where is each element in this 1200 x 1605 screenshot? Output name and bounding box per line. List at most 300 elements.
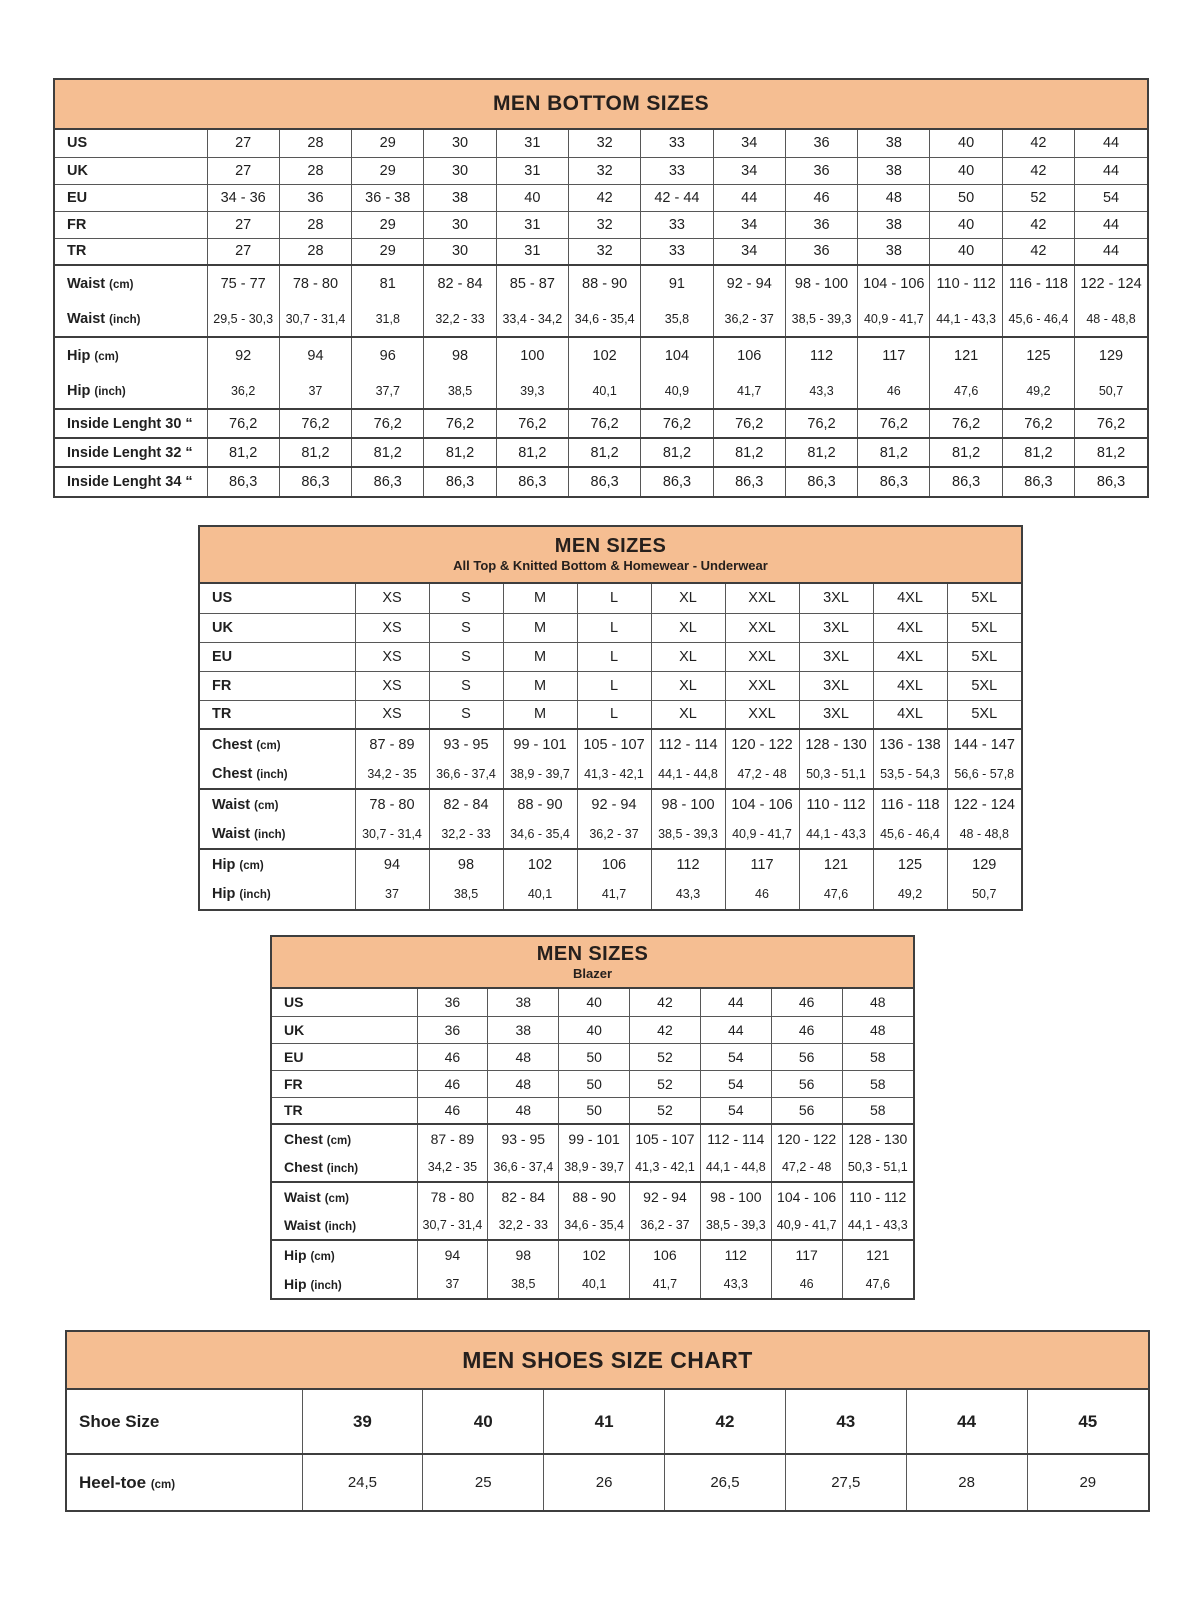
size-cell: S [429, 700, 503, 729]
size-cell: 27 [207, 130, 279, 157]
row-label: FR [212, 677, 232, 694]
table-row [55, 467, 1147, 496]
size-cell: 40,1 [503, 879, 577, 909]
row-label: Inside Lenght 30 “ [67, 415, 193, 432]
size-cell: 5XL [947, 613, 1021, 642]
row-unit: (cm) [310, 1251, 335, 1263]
size-cell: 92 - 94 [630, 1182, 701, 1211]
size-cell: 40 [496, 184, 568, 211]
size-cell: 78 - 80 [279, 265, 351, 301]
size-cell: 30,7 - 31,4 [279, 301, 351, 337]
size-cell: 40 [559, 1016, 630, 1043]
size-cell: 40,1 [568, 373, 640, 409]
size-cell: 42 [1002, 238, 1074, 265]
size-cell: 26 [544, 1454, 665, 1510]
size-cell: 112 - 114 [700, 1124, 771, 1153]
size-cell: 86,3 [207, 467, 279, 496]
size-cell: 42 [630, 989, 701, 1016]
row-label: EU [67, 189, 88, 206]
size-cell: 31 [496, 157, 568, 184]
size-cell: 85 - 87 [496, 265, 568, 301]
size-cell: 120 - 122 [725, 729, 799, 759]
row-unit: (inch) [324, 1221, 357, 1233]
size-cell: 40 [559, 989, 630, 1016]
size-cell: 34,2 - 35 [417, 1153, 488, 1182]
row-label-cell [272, 1070, 417, 1097]
size-cell: 52 [630, 1043, 701, 1070]
size-cell: 43,3 [651, 879, 725, 909]
size-cell: 41,3 - 42,1 [577, 759, 651, 789]
table-header [55, 80, 1147, 130]
size-cell: 76,2 [641, 409, 713, 438]
table-row [200, 700, 1021, 729]
table-row [200, 759, 1021, 789]
men-sizes-blazer-table [270, 935, 915, 1300]
size-cell: 112 - 114 [651, 729, 725, 759]
size-cell: 110 - 112 [799, 789, 873, 819]
table-row [55, 184, 1147, 211]
table-row [200, 584, 1021, 613]
size-cell: 37 [355, 879, 429, 909]
row-unit: (inch) [326, 1163, 359, 1175]
size-cell: 121 [930, 337, 1002, 373]
size-cell: 86,3 [496, 467, 568, 496]
size-cell: 37 [279, 373, 351, 409]
size-cell: 33 [641, 130, 713, 157]
size-cell: 3XL [799, 613, 873, 642]
size-cell: 54 [700, 1097, 771, 1124]
size-cell: 35,8 [641, 301, 713, 337]
size-cell: 29,5 - 30,3 [207, 301, 279, 337]
row-label: Hip [67, 382, 91, 399]
size-cell: 125 [873, 849, 947, 879]
table-row [272, 1124, 913, 1153]
size-cell: 50,7 [1075, 373, 1147, 409]
size-cell: 52 [630, 1097, 701, 1124]
row-label: US [67, 135, 88, 152]
table-row [55, 211, 1147, 238]
size-cell: 44 [1075, 130, 1147, 157]
size-cell: 4XL [873, 584, 947, 613]
row-label-cell [272, 1240, 417, 1269]
size-cell: 104 [641, 337, 713, 373]
size-cell: 99 - 101 [559, 1124, 630, 1153]
size-cell: 27,5 [785, 1454, 906, 1510]
size-cell: 50,3 - 51,1 [799, 759, 873, 789]
size-cell: L [577, 671, 651, 700]
size-cell: 100 [496, 337, 568, 373]
size-cell: 92 [207, 337, 279, 373]
size-cell: 76,2 [858, 409, 930, 438]
size-cell: L [577, 700, 651, 729]
size-cell: 36 [785, 157, 857, 184]
size-cell: 40 [423, 1390, 544, 1454]
size-cell: 30,7 - 31,4 [417, 1211, 488, 1240]
size-cell: 110 - 112 [842, 1182, 913, 1211]
size-cell: 36,2 - 37 [577, 819, 651, 849]
table-row [200, 789, 1021, 819]
table-row [200, 849, 1021, 879]
size-cell: 44 [713, 184, 785, 211]
size-cell: 38,5 [488, 1269, 559, 1298]
row-label: Chest [284, 1131, 323, 1147]
size-cell: XS [355, 642, 429, 671]
men-shoes-size-table [65, 1330, 1150, 1512]
row-label-cell [272, 1043, 417, 1070]
row-label: Waist [67, 310, 106, 327]
row-label-cell [200, 789, 355, 819]
row-label: Waist [67, 275, 106, 292]
size-cell: 88 - 90 [559, 1182, 630, 1211]
size-cell: 48 [488, 1043, 559, 1070]
size-cell: 117 [725, 849, 799, 879]
size-cell: 30 [424, 211, 496, 238]
row-label-cell [55, 211, 207, 238]
size-cell: 38 [858, 157, 930, 184]
row-label-cell [200, 700, 355, 729]
table-row [55, 337, 1147, 373]
size-cell: 36,2 - 37 [630, 1211, 701, 1240]
size-cell: 78 - 80 [417, 1182, 488, 1211]
size-cell: 29 [352, 211, 424, 238]
size-cell: 76,2 [713, 409, 785, 438]
size-cell: 88 - 90 [568, 265, 640, 301]
table-row [67, 1454, 1148, 1510]
size-cell: 76,2 [568, 409, 640, 438]
size-cell: 106 [713, 337, 785, 373]
row-label-cell [200, 642, 355, 671]
size-cell: 58 [842, 1043, 913, 1070]
row-label-cell [200, 819, 355, 849]
row-label: Hip [67, 347, 91, 364]
row-label-cell [55, 438, 207, 467]
row-label: Hip [284, 1247, 307, 1263]
size-cell: 36 [417, 1016, 488, 1043]
size-cell: 36 [785, 130, 857, 157]
size-cell: 25 [423, 1454, 544, 1510]
row-unit: (inch) [310, 1279, 342, 1292]
size-cell: 32,2 - 33 [488, 1211, 559, 1240]
table-title: MEN SIZES [536, 942, 649, 965]
size-cell: 4XL [873, 700, 947, 729]
size-cell: 40 [930, 130, 1002, 157]
size-cell: 48 [488, 1097, 559, 1124]
row-label-cell [200, 729, 355, 759]
row-label: Hip [212, 886, 236, 902]
size-cell: 34,6 - 35,4 [559, 1211, 630, 1240]
size-cell: 30 [424, 238, 496, 265]
table-header [272, 937, 913, 989]
size-cell: 28 [906, 1454, 1027, 1510]
size-cell: M [503, 700, 577, 729]
row-label-cell [272, 989, 417, 1016]
row-label: Waist [284, 1217, 321, 1233]
size-cell: 102 [568, 337, 640, 373]
row-unit: (cm) [239, 859, 264, 872]
size-cell: 75 - 77 [207, 265, 279, 301]
size-cell: 112 [651, 849, 725, 879]
size-cell: 42 [1002, 211, 1074, 238]
size-cell: 5XL [947, 584, 1021, 613]
size-cell: 46 [858, 373, 930, 409]
size-cell: 27 [207, 211, 279, 238]
size-cell: XS [355, 700, 429, 729]
size-cell: 102 [503, 849, 577, 879]
size-cell: 43 [785, 1390, 906, 1454]
table-row [272, 1240, 913, 1269]
size-cell: 40,9 - 41,7 [858, 301, 930, 337]
row-label: Heel-toe [79, 1472, 147, 1492]
size-cell: 46 [417, 1097, 488, 1124]
table-header [200, 527, 1021, 584]
size-cell: 144 - 147 [947, 729, 1021, 759]
size-cell: 116 - 118 [1002, 265, 1074, 301]
size-cell: 104 - 106 [858, 265, 930, 301]
size-cell: 82 - 84 [424, 265, 496, 301]
size-cell: 102 [559, 1240, 630, 1269]
table-row [272, 1070, 913, 1097]
size-cell: 41,7 [577, 879, 651, 909]
size-cell: 36 [785, 211, 857, 238]
size-cell: 42 [1002, 130, 1074, 157]
men-bottom-sizes-grid [55, 130, 1147, 496]
size-cell: 98 - 100 [785, 265, 857, 301]
row-label-cell [55, 373, 207, 409]
size-cell: XL [651, 700, 725, 729]
table-row [67, 1390, 1148, 1454]
size-cell: 92 - 94 [713, 265, 785, 301]
size-cell: 44,1 - 44,8 [700, 1153, 771, 1182]
row-label-cell [272, 1269, 417, 1298]
size-cell: 40,1 [559, 1269, 630, 1298]
size-cell: 40,9 - 41,7 [725, 819, 799, 849]
row-label-cell [272, 1016, 417, 1043]
size-cell: 33 [641, 238, 713, 265]
size-cell: S [429, 584, 503, 613]
size-cell: 86,3 [1002, 467, 1074, 496]
row-label: Inside Lenght 34 “ [67, 474, 193, 490]
men-bottom-sizes-table [53, 78, 1149, 498]
size-cell: 45,6 - 46,4 [1002, 301, 1074, 337]
table-row [200, 819, 1021, 849]
size-cell: 86,3 [641, 467, 713, 496]
size-cell: 128 - 130 [799, 729, 873, 759]
size-cell: 41,7 [713, 373, 785, 409]
size-cell: 112 [785, 337, 857, 373]
table-row [200, 671, 1021, 700]
size-cell: 31,8 [352, 301, 424, 337]
size-cell: 34 [713, 238, 785, 265]
row-label: Chest [284, 1159, 323, 1175]
row-label: Hip [212, 856, 236, 873]
size-cell: 129 [1075, 337, 1147, 373]
men-shoes-size-chart-grid [67, 1390, 1148, 1510]
size-cell: 38,5 - 39,3 [700, 1211, 771, 1240]
size-cell: 40 [930, 238, 1002, 265]
size-cell: XXL [725, 642, 799, 671]
size-cell: 4XL [873, 642, 947, 671]
size-cell: 105 - 107 [577, 729, 651, 759]
men-sizes-tops-grid [200, 584, 1021, 909]
table-row [200, 642, 1021, 671]
size-cell: 48 [858, 184, 930, 211]
size-cell: L [577, 613, 651, 642]
row-label-cell [272, 1124, 417, 1153]
size-cell: 96 [352, 337, 424, 373]
size-cell: 31 [496, 130, 568, 157]
size-cell: 76,2 [1002, 409, 1074, 438]
size-cell: 82 - 84 [429, 789, 503, 819]
size-cell: XS [355, 613, 429, 642]
size-cell: 81,2 [713, 438, 785, 467]
size-cell: 48 [488, 1070, 559, 1097]
size-cell: 32 [568, 157, 640, 184]
size-cell: 46 [771, 989, 842, 1016]
size-cell: 94 [355, 849, 429, 879]
row-label: Chest [212, 765, 253, 782]
table-row [200, 729, 1021, 759]
size-cell: 50 [559, 1097, 630, 1124]
row-label-cell [55, 130, 207, 157]
size-cell: 45 [1027, 1390, 1148, 1454]
size-cell: 27 [207, 238, 279, 265]
size-cell: 46 [725, 879, 799, 909]
size-cell: 98 [488, 1240, 559, 1269]
size-cell: M [503, 613, 577, 642]
size-cell: XS [355, 671, 429, 700]
row-label: Shoe Size [79, 1411, 160, 1431]
size-cell: 58 [842, 1070, 913, 1097]
size-cell: 81,2 [424, 438, 496, 467]
size-cell: 29 [352, 130, 424, 157]
size-cell: 86,3 [858, 467, 930, 496]
size-cell: 54 [700, 1070, 771, 1097]
row-unit: (cm) [254, 799, 279, 812]
row-label: Chest [212, 736, 253, 753]
size-cell: 117 [858, 337, 930, 373]
size-cell: 116 - 118 [873, 789, 947, 819]
size-cell: 46 [785, 184, 857, 211]
size-cell: 27 [207, 157, 279, 184]
size-cell: 81,2 [930, 438, 1002, 467]
size-cell: 37,7 [352, 373, 424, 409]
table-row [55, 301, 1147, 337]
table-row [272, 1269, 913, 1298]
row-label-cell [55, 301, 207, 337]
size-cell: 81,2 [785, 438, 857, 467]
size-cell: 5XL [947, 671, 1021, 700]
table-header [67, 1332, 1148, 1390]
size-cell: 76,2 [424, 409, 496, 438]
size-cell: 48 - 48,8 [947, 819, 1021, 849]
size-cell: 106 [630, 1240, 701, 1269]
size-cell: 99 - 101 [503, 729, 577, 759]
size-cell: 128 - 130 [842, 1124, 913, 1153]
row-label: EU [284, 1048, 304, 1065]
row-label: UK [67, 162, 88, 179]
size-cell: 81,2 [1002, 438, 1074, 467]
size-cell: 44 [1075, 157, 1147, 184]
size-cell: 36 [279, 184, 351, 211]
size-cell: 81,2 [207, 438, 279, 467]
size-cell: 87 - 89 [417, 1124, 488, 1153]
size-cell: 104 - 106 [771, 1182, 842, 1211]
size-cell: 121 [799, 849, 873, 879]
size-cell: 82 - 84 [488, 1182, 559, 1211]
row-label: FR [67, 216, 87, 233]
size-cell: 38,5 - 39,3 [785, 301, 857, 337]
size-cell: 81 [352, 265, 424, 301]
size-cell: 42 [630, 1016, 701, 1043]
size-cell: 36,6 - 37,4 [488, 1153, 559, 1182]
size-cell: 5XL [947, 700, 1021, 729]
row-label-cell [272, 1097, 417, 1124]
size-cell: 112 [700, 1240, 771, 1269]
size-cell: 30 [424, 130, 496, 157]
size-cell: 86,3 [713, 467, 785, 496]
table-row [272, 1182, 913, 1211]
row-unit: (cm) [324, 1193, 349, 1205]
table-title: MEN SHOES SIZE CHART [462, 1346, 753, 1373]
size-cell: 48 [842, 989, 913, 1016]
size-cell: 32,2 - 33 [424, 301, 496, 337]
size-cell: 42 - 44 [641, 184, 713, 211]
size-cell: 125 [1002, 337, 1074, 373]
row-label-cell [55, 467, 207, 496]
size-cell: 29 [352, 238, 424, 265]
size-cell: 76,2 [496, 409, 568, 438]
size-cell: XL [651, 671, 725, 700]
size-cell: 121 [842, 1240, 913, 1269]
size-cell: 48 [842, 1016, 913, 1043]
row-unit: (cm) [326, 1135, 352, 1147]
row-label-cell [200, 759, 355, 789]
men-sizes-tops-table [198, 525, 1023, 911]
size-cell: 46 [417, 1043, 488, 1070]
size-cell: 86,3 [1075, 467, 1147, 496]
size-cell: 98 [424, 337, 496, 373]
size-cell: XL [651, 613, 725, 642]
size-cell: 3XL [799, 642, 873, 671]
row-label: US [212, 590, 233, 607]
size-cell: S [429, 671, 503, 700]
size-cell: 32 [568, 238, 640, 265]
table-row [55, 438, 1147, 467]
size-cell: 4XL [873, 671, 947, 700]
size-cell: 44 [906, 1390, 1027, 1454]
size-cell: 76,2 [279, 409, 351, 438]
size-cell: 44,1 - 43,3 [799, 819, 873, 849]
row-unit: (inch) [94, 385, 126, 398]
size-cell: 86,3 [930, 467, 1002, 496]
size-cell: 46 [771, 1016, 842, 1043]
size-cell: 44 [1075, 238, 1147, 265]
size-cell: 41,7 [630, 1269, 701, 1298]
size-cell: 46 [771, 1269, 842, 1298]
size-cell: 38,5 [429, 879, 503, 909]
row-unit: (cm) [109, 278, 134, 291]
size-cell: 36 - 38 [352, 184, 424, 211]
size-cell: 47,6 [842, 1269, 913, 1298]
table-row [272, 1211, 913, 1240]
size-cell: 34,6 - 35,4 [568, 301, 640, 337]
row-label: FR [284, 1075, 303, 1092]
size-cell: 52 [1002, 184, 1074, 211]
size-cell: 4XL [873, 613, 947, 642]
size-cell: 40 [930, 211, 1002, 238]
size-cell: 44 [1075, 211, 1147, 238]
row-label: Hip [284, 1275, 307, 1292]
